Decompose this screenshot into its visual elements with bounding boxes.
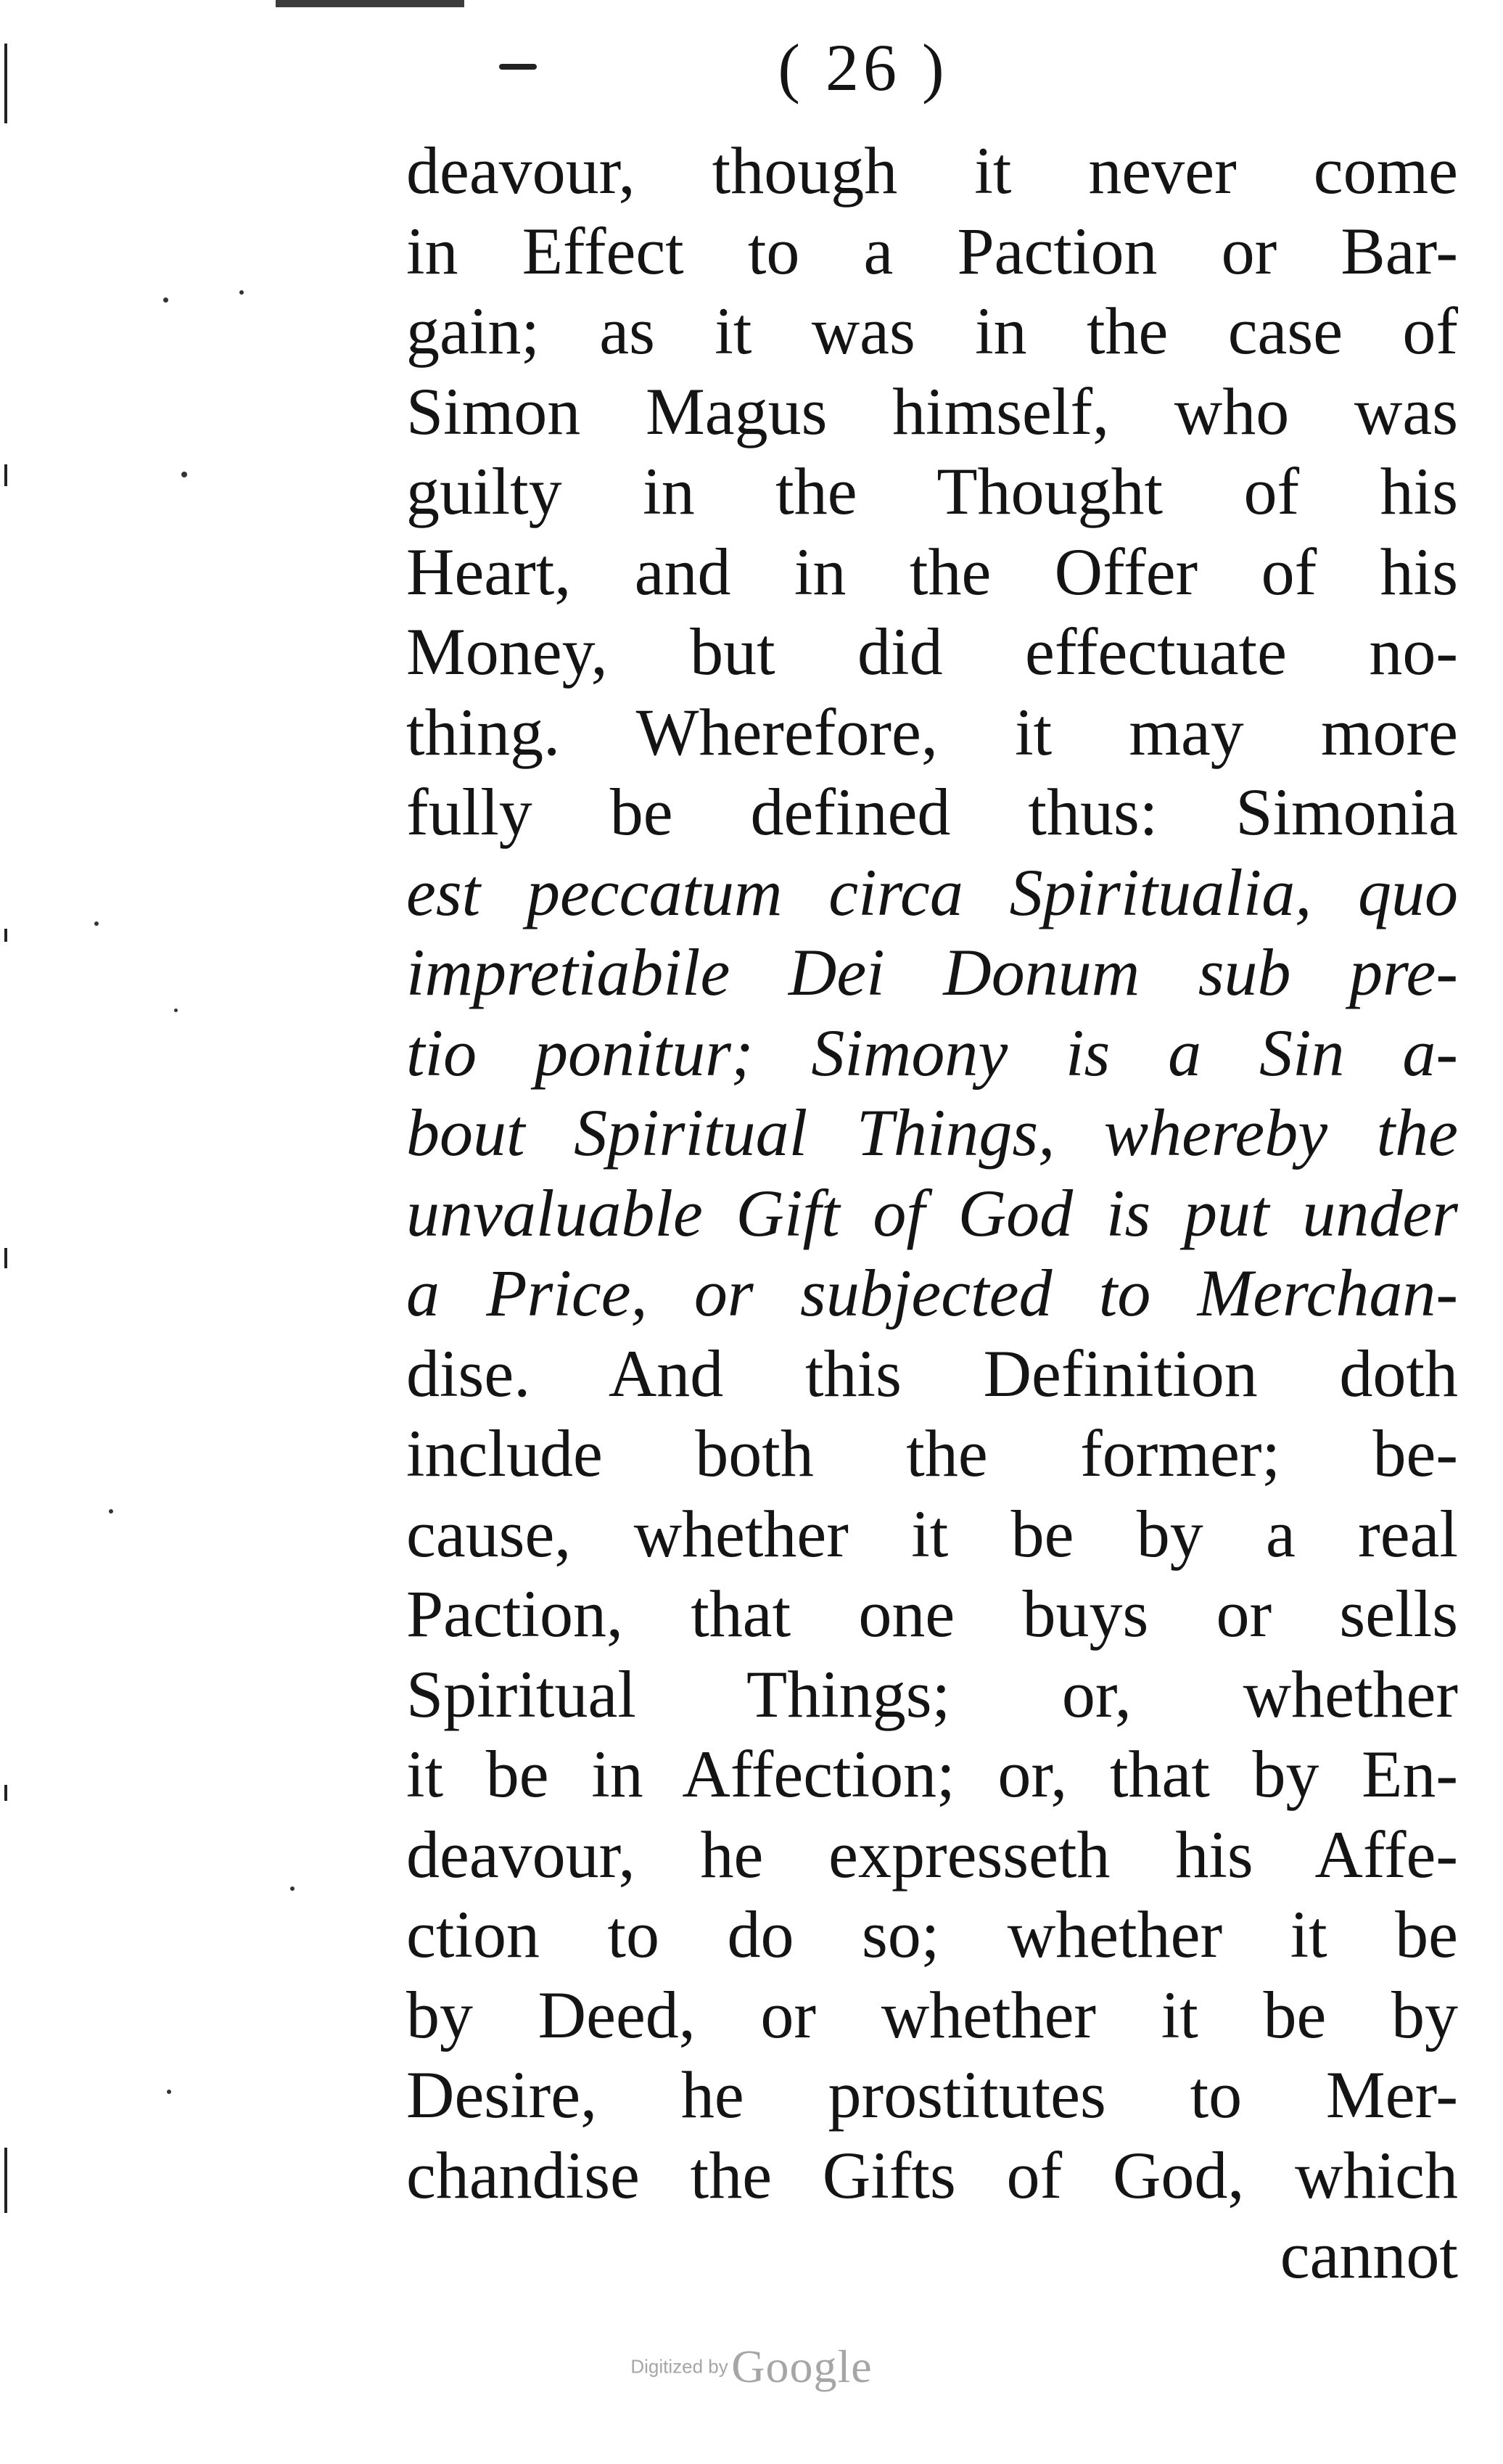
text-line: deavour, though it never come: [406, 134, 1458, 208]
text-line: impretiabile Dei Donum sub pre-: [406, 935, 1458, 1009]
catchword: cannot: [1280, 2218, 1458, 2292]
text-line: ction to do so; whether it be: [406, 1897, 1458, 1971]
scan-speck: [181, 472, 187, 477]
text-line: cause, whether it be by a real: [406, 1496, 1458, 1571]
scan-speck: [163, 297, 168, 303]
digitization-watermark: [0, 2340, 1503, 2394]
header-dash: [499, 64, 537, 70]
text-line: fully be defined thus: Simonia: [406, 775, 1458, 849]
text-line: dise. And this Definition doth: [406, 1336, 1458, 1410]
text-line: it be in Affection; or, that by En-: [406, 1737, 1458, 1811]
scan-speck: [239, 290, 244, 295]
text-line: thing. Wherefore, it may more: [406, 694, 1458, 769]
scan-speck: [167, 2090, 171, 2094]
watermark-prefix: Digitized by: [630, 2355, 728, 2378]
text-line: Simon Magus himself, who was: [406, 374, 1458, 448]
scan-speck: [290, 1886, 295, 1891]
page-top-edge: [276, 0, 464, 7]
watermark-brand: Google: [731, 2341, 873, 2392]
text-line: by Deed, or whether it be by: [406, 1977, 1458, 2052]
left-binding-edge: [0, 0, 22, 2464]
text-line: in Effect to a Paction or Bar-: [406, 213, 1458, 288]
text-line: gain; as it was in the case of: [406, 294, 1458, 368]
text-line: guilty in the Thought of his: [406, 454, 1458, 528]
text-line: include both the former; be-: [406, 1416, 1458, 1490]
text-line: Desire, he prostitutes to Mer-: [406, 2058, 1458, 2132]
text-line: est peccatum circa Spiritualia, quo: [406, 855, 1458, 929]
body-text: [406, 131, 1458, 2296]
text-line: a Price, or subjected to Merchan-: [406, 1256, 1458, 1330]
page-number: ( 26 ): [778, 30, 949, 104]
scan-speck: [94, 921, 99, 926]
text-line: Paction, that one buys or sells: [406, 1577, 1458, 1651]
text-line: Heart, and in the Offer of his: [406, 534, 1458, 609]
text-line: Money, but did effectuate no-: [406, 615, 1458, 689]
text-line: unvaluable Gift of God is put under: [406, 1175, 1458, 1250]
scan-speck: [109, 1509, 113, 1514]
text-line: deavour, he expresseth his Affe-: [406, 1817, 1458, 1892]
scan-speck: [174, 1009, 178, 1012]
text-line: Spiritual Things; or, whether: [406, 1656, 1458, 1731]
text-line: tio ponitur; Simony is a Sin a-: [406, 1015, 1458, 1090]
text-line: bout Spiritual Things, whereby the: [406, 1096, 1458, 1170]
text-line: chandise the Gifts of God, which: [406, 2137, 1458, 2212]
